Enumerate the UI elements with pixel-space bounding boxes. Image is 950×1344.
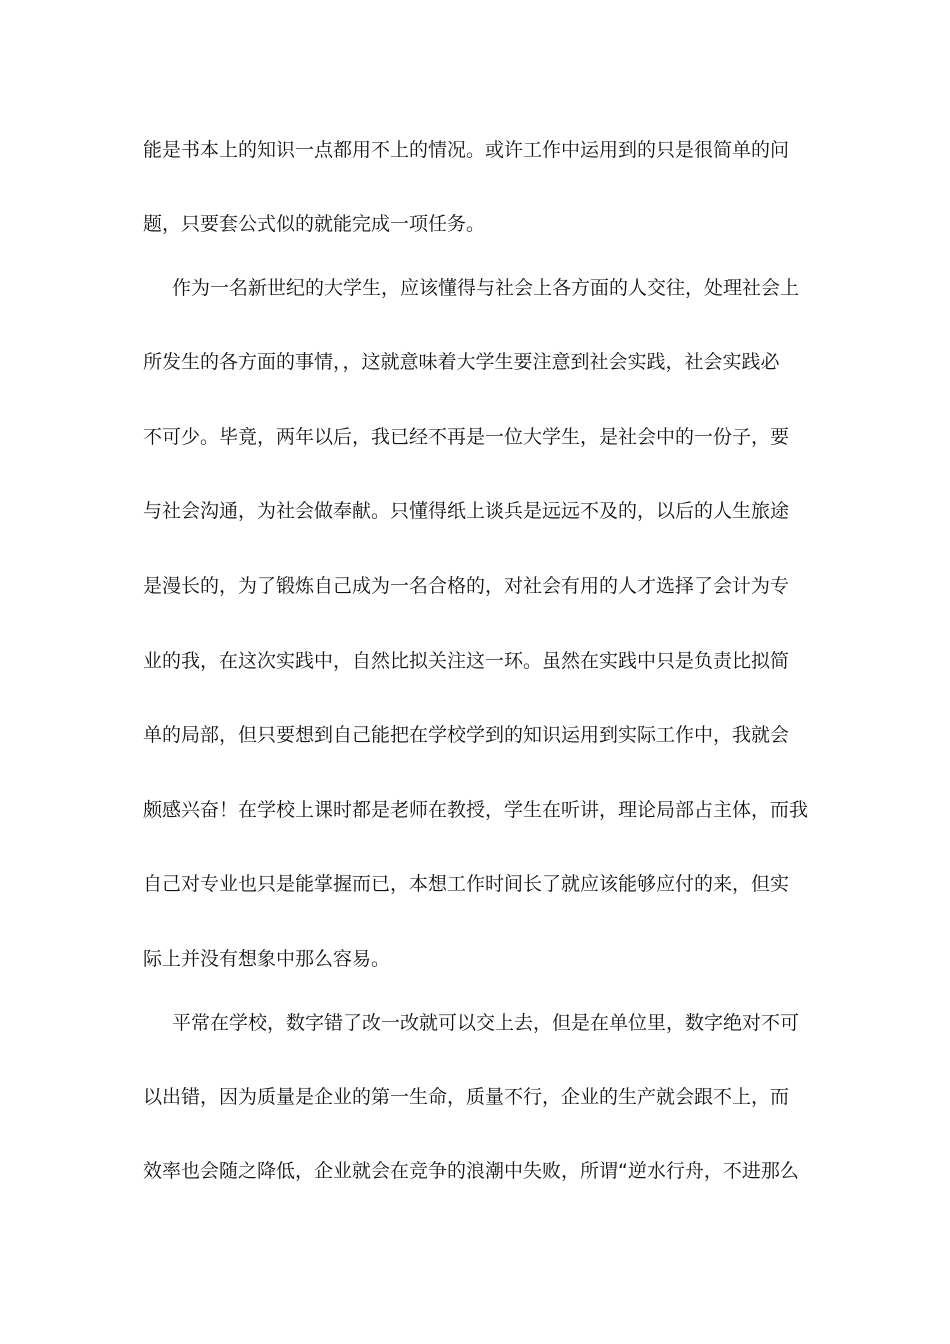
text-line: 际上并没有想象中那么容易。: [143, 948, 391, 970]
text-line: 所发生的各方面的事情，，这就意味着大学生要注意到社会实践，社会实践必: [143, 351, 780, 373]
text-line: 自己对专业也只是能掌握而已，本想工作时间长了就应该能够应付的来，但实: [143, 873, 790, 895]
text-line: 能是书本上的知识一点都用不上的情况。或许工作中运用到的只是很简单的问: [143, 139, 790, 161]
text-line: 业的我，在这次实践中，自然比拟关注这一环。虽然在实践中只是负责比拟简: [143, 650, 790, 672]
text-line: 以出错，因为质量是企业的第一生命，质量不行，企业的生产就会跟不上，而: [143, 1086, 790, 1108]
text-line: 题，只要套公式似的就能完成一项任务。: [143, 213, 486, 235]
text-line: 效率也会随之降低，企业就会在竞争的浪潮中失败，所谓“逆水行舟，不进那么: [143, 1160, 799, 1182]
paragraph-first-line: 平常在学校，数字错了改一改就可以交上去，但是在单位里，数字绝对不可: [172, 1012, 800, 1034]
text-line: 与社会沟通，为社会做奉献。只懂得纸上谈兵是远远不及的，以后的人生旅途: [143, 500, 790, 522]
paragraph-first-line: 作为一名新世纪的大学生，应该懂得与社会上各方面的人交往，处理社会上: [172, 277, 800, 299]
text-line: 是漫长的，为了锻炼自己成为一名合格的，对社会有用的人才选择了会计为专: [143, 575, 790, 597]
text-line: 不可少。毕竟，两年以后，我已经不再是一位大学生，是社会中的一份子，要: [143, 426, 790, 448]
text-line: 颇感兴奋！在学校上课时都是老师在教授，学生在听讲，理论局部占主体，而我: [143, 799, 809, 821]
text-line: 单的局部，但只要想到自己能把在学校学到的知识运用到实际工作中，我就会: [143, 724, 790, 746]
